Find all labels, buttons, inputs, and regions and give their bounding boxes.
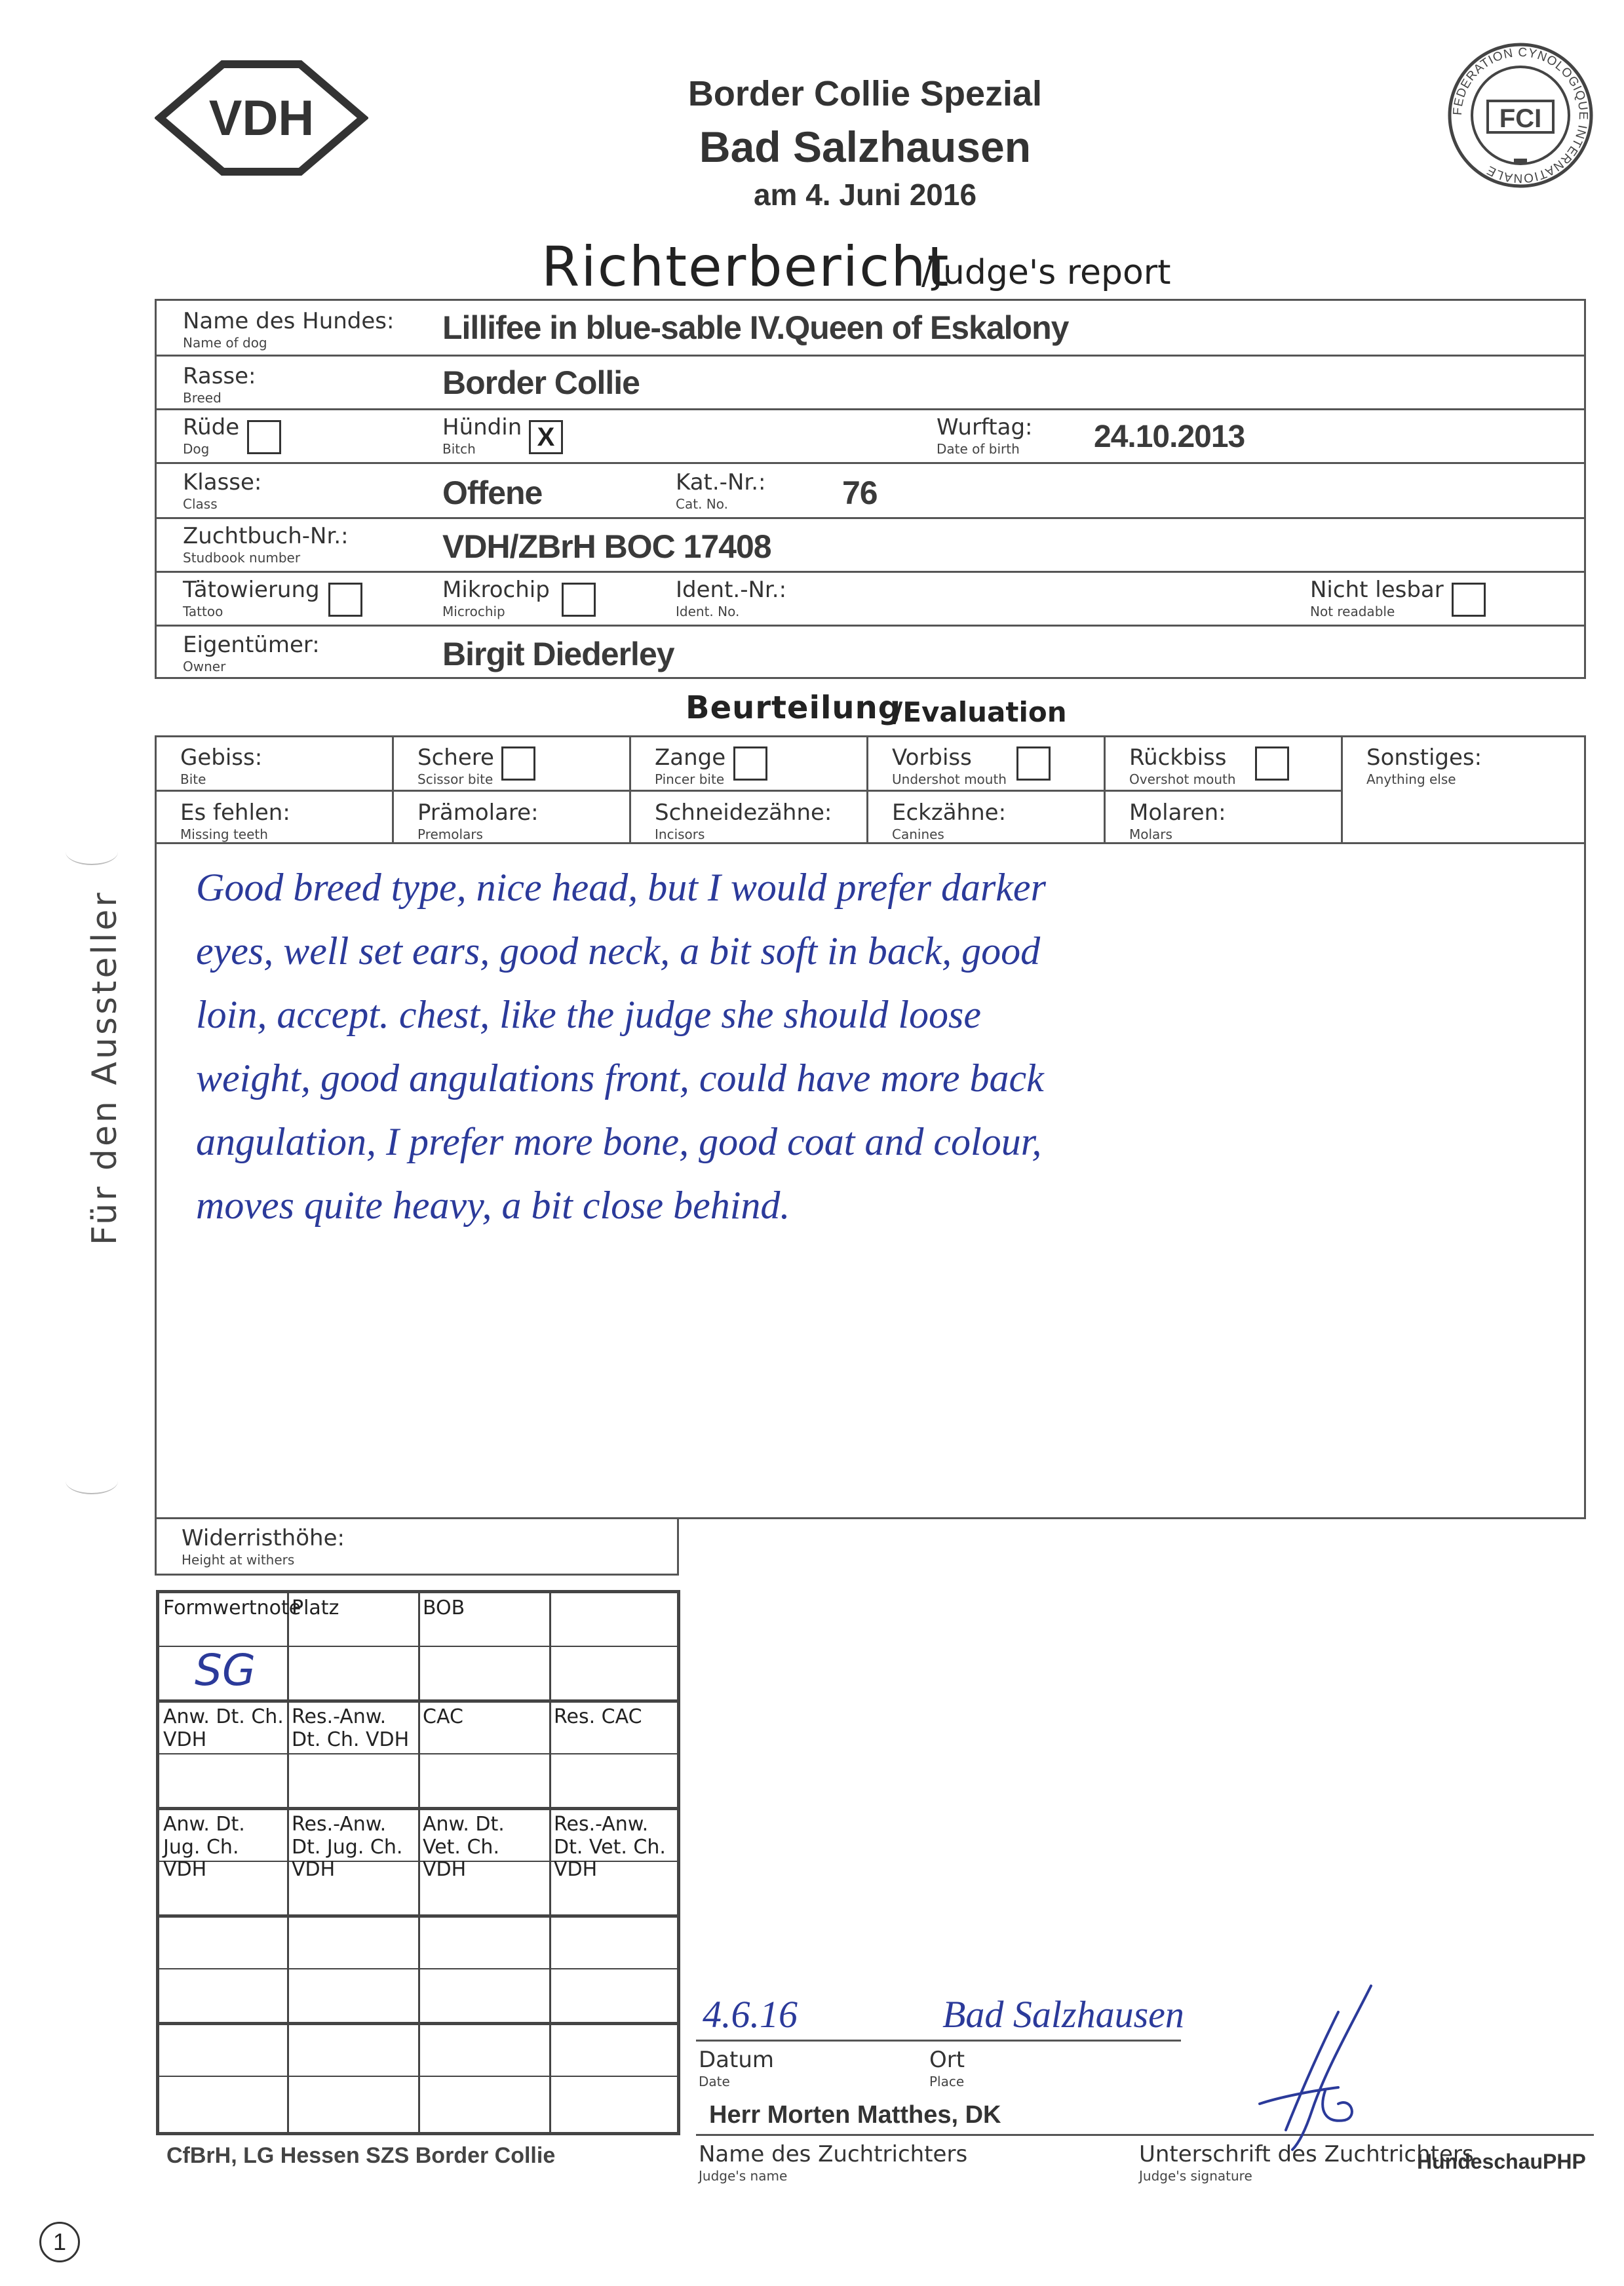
formwert-header: Formwertnote <box>163 1597 301 1619</box>
pincer-checkbox[interactable] <box>733 746 767 781</box>
breed-value: Border Collie <box>442 364 640 401</box>
punch-hole-mark <box>66 839 118 865</box>
studbook-label: Zuchtbuch-Nr.: Studbook number <box>183 523 349 566</box>
fci-logo <box>1446 41 1595 190</box>
comment-line: eyes, well set ears, good neck, a bit soft in back, good <box>196 929 1041 973</box>
platz-header: Platz <box>292 1597 339 1619</box>
tattoo-label: Tätowierung Tattoo <box>183 577 320 619</box>
judge-comment <box>196 856 1559 1237</box>
report-title-en: /Judge's report <box>921 253 1171 292</box>
place-label: Ort Place <box>929 2047 965 2089</box>
event-date: am 4. Juni 2016 <box>753 178 977 212</box>
height-at-withers-box <box>155 1518 679 1576</box>
signature-label: Unterschrift des Zuchtrichters Judge's signature <box>1139 2141 1474 2184</box>
bob-header: BOB <box>423 1597 465 1619</box>
dog-name-label: Name des Hundes: Name of dog <box>183 308 395 351</box>
dob-value: 24.10.2013 <box>1094 419 1245 454</box>
breed-label: Rasse: Breed <box>183 363 256 406</box>
place-value: Bad Salzhausen <box>942 1993 1184 2036</box>
unreadable-label: Nicht lesbar Not readable <box>1310 577 1444 619</box>
pincer-label: Zange Pincer bite <box>655 745 726 787</box>
female-label: Hündin Bitch <box>442 414 522 457</box>
comment-line: angulation, I prefer more bone, good coat and colour, <box>196 1120 1042 1163</box>
chip-label: Mikrochip Microchip <box>442 577 550 619</box>
grades-table <box>156 1590 680 2135</box>
scissor-label: Schere Scissor bite <box>417 745 494 787</box>
class-label: Klasse: Class <box>183 469 262 512</box>
date-label: Datum Date <box>699 2047 775 2089</box>
cat-no-label: Kat.-Nr.: Cat. No. <box>676 469 766 512</box>
scissor-checkbox[interactable] <box>501 746 535 781</box>
other-label: Sonstiges: Anything else <box>1366 745 1482 787</box>
res-anw-jug-header: Res.-Anw. Dt. Jug. Ch. VDH <box>292 1813 403 1881</box>
judge-name-label: Name des Zuchtrichters Judge's name <box>699 2141 968 2184</box>
res-anw-ch-header: Res.-Anw. Dt. Ch. VDH <box>292 1705 410 1751</box>
dob-label: Wurftag: Date of birth <box>937 414 1033 457</box>
male-checkbox[interactable] <box>247 420 281 454</box>
male-label: Rüde Dog <box>183 414 240 457</box>
report-title: Richterbericht <box>541 235 950 299</box>
comment-line: Good breed type, nice head, but I would prefer darker <box>196 866 1046 909</box>
chip-checkbox[interactable] <box>562 583 596 617</box>
withers-label: Widerristhöhe: Height at withers <box>182 1525 345 1568</box>
club-name: CfBrH, LG Hessen SZS Border Collie <box>166 2143 556 2168</box>
date-value: 4.6.16 <box>703 1993 798 2036</box>
comment-line: weight, good angulations front, could have more back <box>196 1056 1044 1100</box>
incisors-label: Schneidezähne: Incisors <box>655 800 832 842</box>
cac-header: CAC <box>423 1705 463 1728</box>
anw-vet-header: Anw. Dt. Vet. Ch. VDH <box>423 1813 505 1881</box>
female-checkbox[interactable]: X <box>529 420 563 454</box>
event-name: Border Collie Spezial <box>687 74 1043 113</box>
class-value: Offene <box>442 475 543 511</box>
res-anw-vet-header: Res.-Anw. Dt. Vet. Ch. VDH <box>554 1813 666 1881</box>
canines-label: Eckzähne: Canines <box>892 800 1007 842</box>
studbook-value: VDH/ZBrH BOC 17408 <box>442 528 771 565</box>
page-number: 1 <box>39 2222 80 2262</box>
molars-label: Molaren: Molars <box>1129 800 1226 842</box>
bite-label: Gebiss: Bite <box>180 745 263 787</box>
software-name: HundeschauPHP <box>1417 2150 1586 2173</box>
svg-text:VDH: VDH <box>208 90 315 146</box>
tattoo-checkbox[interactable] <box>328 583 362 617</box>
undershot-label: Vorbiss Undershot mouth <box>892 745 1007 787</box>
evaluation-title: Beurteilung <box>686 689 902 726</box>
cat-no-value: 76 <box>842 475 878 511</box>
event-place: Bad Salzhausen <box>699 123 1032 171</box>
overshot-label: Rückbiss Overshot mouth <box>1129 745 1236 787</box>
missing-teeth-label: Es fehlen: Missing teeth <box>180 800 290 842</box>
side-label: Für den Aussteller <box>85 890 125 1245</box>
comment-line: moves quite heavy, a bit close behind. <box>196 1184 790 1227</box>
overshot-checkbox[interactable] <box>1255 746 1289 781</box>
punch-hole-mark <box>66 1468 118 1494</box>
vdh-logo <box>155 58 368 178</box>
anw-jug-header: Anw. Dt. Jug. Ch. VDH <box>163 1813 245 1881</box>
judge-comment-box <box>155 843 1586 1519</box>
judge-name: Herr Morten Matthes, DK <box>709 2101 1001 2129</box>
evaluation-title-en: /Evaluation <box>893 696 1067 728</box>
comment-line: loin, accept. chest, like the judge she should loose <box>196 993 982 1036</box>
unreadable-checkbox[interactable] <box>1452 583 1486 617</box>
undershot-checkbox[interactable] <box>1016 746 1051 781</box>
owner-label: Eigentümer: Owner <box>183 632 320 674</box>
ident-label: Ident.-Nr.: Ident. No. <box>676 577 787 619</box>
svg-text:FEDERATION CYNOLOGIQUE INTERNA: FEDERATION CYNOLOGIQUE INTERNATIONALE <box>1450 45 1591 185</box>
anw-ch-header: Anw. Dt. Ch. VDH <box>163 1705 284 1751</box>
teeth-evaluation-grid <box>155 735 1586 844</box>
judge-signature <box>1220 1973 1391 2156</box>
premolars-label: Prämolare: Premolars <box>417 800 539 842</box>
res-cac-header: Res. CAC <box>554 1705 642 1728</box>
dog-name: Lillifee in blue-sable IV.Queen of Eskalony <box>442 309 1069 346</box>
dog-info-table <box>155 299 1586 679</box>
formwert-value: SG <box>195 1645 256 1695</box>
svg-text:FCI: FCI <box>1499 104 1542 133</box>
owner-value: Birgit Diederley <box>442 636 674 672</box>
